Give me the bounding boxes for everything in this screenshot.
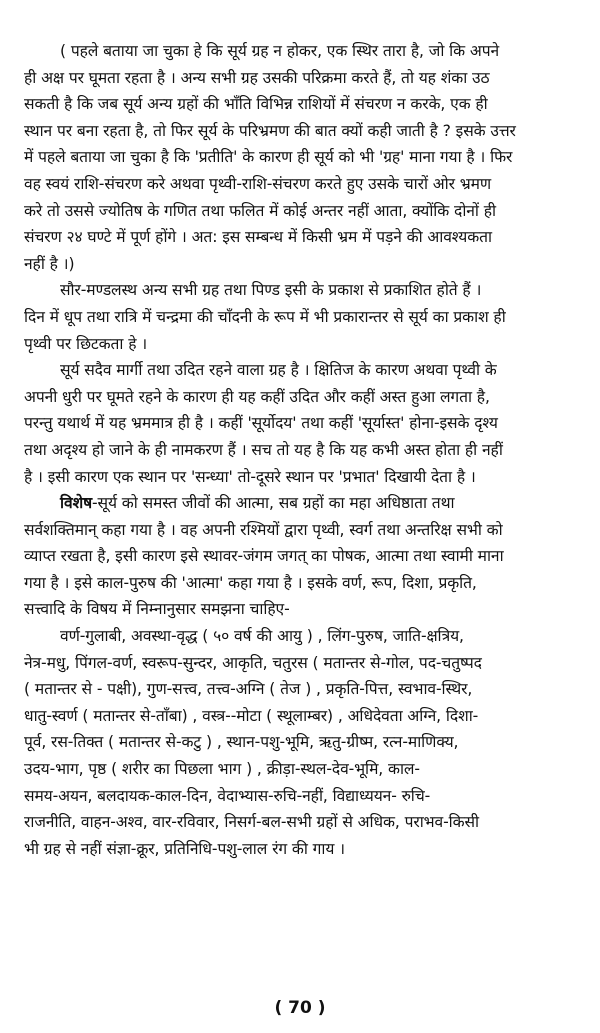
text-line: संचरण २४ घण्टे में पूर्ण होंगे । अत: इस सम्बन्ध में किसी भ्रम में पड़ने की आवश्यकता (24, 228, 492, 247)
text-line: सकती है कि जब सूर्य अन्य ग्रहों की भाँति विभिन्न राशियों में संचरण न करके, एक ही (24, 95, 488, 114)
text-line: परन्तु यथार्थ में यह भ्रममात्र ही है । कहीं 'सूर्योदय' तथा कहीं 'सूर्यास्त' होना-इसके दृश्य (24, 414, 498, 433)
text-line: गया है । इसे काल-पुरुष की 'आत्मा' कहा गया है । इसके वर्ण, रूप, दिशा, प्रकृति, (24, 573, 477, 592)
text-line: अपनी धुरी पर घूमते रहने के कारण ही यह कहीं उदित और कहीं अस्त हुआ लगता है, (24, 387, 490, 406)
text-line: सर्वशक्तिमान् कहा गया है । वह अपनी रश्मियों द्वारा पृथ्वी, स्वर्ग तथा अन्तरिक्ष सभी को (24, 520, 503, 539)
text-line: व्याप्त रखता है, इसी कारण इसे स्थावर-जंगम जगत् का पोषक, आत्मा तथा स्वामी माना (24, 547, 504, 566)
text-line: भी ग्रह से नहीं संज्ञा-क्रूर, प्रतिनिधि-पशु-लाल रंग की गाय । (24, 839, 345, 858)
text-line: दिन में धूप तथा रात्रि में चन्द्रमा की चाँदनी के रूप में भी प्रकारान्तर से सूर्य का प्रकाश ही (24, 307, 506, 326)
text-line: सौर-मण्डलस्थ अन्य सभी ग्रह तथा पिण्ड इसी के प्रकाश से प्रकाशित होते हैं । (60, 281, 482, 300)
body-text (24, 38, 596, 862)
text-line: वह स्वयं राशि-संचरण करे अथवा पृथ्वी-राशि-संचरण करते हुए उसके चारों ओर भ्रमण (24, 174, 492, 193)
text-line: नहीं है ।) (24, 254, 75, 273)
text-line: स्थान पर बना रहता है, तो फिर सूर्य के परिभ्रमण की बात क्यों कही जाती है ? इसके उत्तर (24, 121, 516, 140)
text-line: करे तो उससे ज्योतिष के गणित तथा फलित में कोई अन्तर नहीं आता, क्योंकि दोनों ही (24, 201, 496, 220)
text-line: समय-अयन, बलदायक-काल-दिन, वेदाभ्यास-रुचि-नहीं, विद्याध्ययन- रुचि- (24, 786, 431, 805)
text-line: पूर्व, रस-तिक्त ( मतान्तर से-कटु ) , स्थान-पशु-भूमि, ऋतु-ग्रीष्म, रत्न-माणिक्य, (24, 733, 459, 752)
text-line: वर्ण-गुलाबी, अवस्था-वृद्ध ( ५० वर्ष की आयु ) , लिंग-पुरुष, जाति-क्षत्रिय, (60, 627, 464, 646)
special-heading: विशेष (60, 494, 93, 513)
text-line: तथा अदृश्य हो जाने के ही नामकरण हैं । सच तो यह है कि यह कभी अस्त होता ही नहीं (24, 440, 503, 459)
text-run: -सूर्य को समस्त जीवों की आत्मा, सब ग्रहों का महा अधिष्ठाता तथा (92, 494, 455, 513)
text-line (24, 490, 596, 517)
text-line: उदय-भाग, पृष्ठ ( शरीर का पिछला भाग ) , क्रीड़ा-स्थल-देव-भूमि, काल- (24, 760, 420, 779)
text-line: सूर्य सदैव मार्गी तथा उदित रहने वाला ग्रह है । क्षितिज के कारण अथवा पृथ्वी के (60, 361, 497, 380)
paragraph-special-note (24, 490, 596, 623)
text-line: में पहले बताया जा चुका है कि 'प्रतीति' के कारण ही सूर्य को भी 'ग्रह' माना गया है । फिर (24, 148, 513, 167)
page-number: ( 70 ) (274, 998, 326, 1018)
text-line: सत्त्वादि के विषय में निम्नानुसार समझना चाहिए- (24, 600, 290, 619)
paragraph-sunrise-sunset (24, 357, 596, 490)
paragraph-sun-attributes (24, 623, 596, 862)
text-line: राजनीति, वाहन-अश्व, वार-रविवार, निसर्ग-बल-सभी ग्रहों से अधिक, पराभव-किसी (24, 813, 479, 832)
text-line: ही अक्ष पर घूमता रहता है । अन्य सभी ग्रह उसकी परिक्रमा करते हैं, तो यह शंका उठ (24, 68, 490, 87)
text-line: ( मतान्तर से - पक्षी), गुण-सत्त्व, तत्त्व-अग्नि ( तेज ) , प्रकृति-पित्त, स्वभाव-स्थिर, (24, 680, 473, 699)
text-line: नेत्र-मधु, पिंगल-वर्ण, स्वरूप-सुन्दर, आकृति, चतुरस ( मतान्तर से-गोल, पद-चतुष्पद (24, 653, 482, 672)
text-line: ( पहले बताया जा चुका हे कि सूर्य ग्रह न होकर, एक स्थिर तारा है, जो कि अपने (60, 42, 500, 60)
text-line: पृथ्वी पर छिटकता हे । (24, 334, 148, 353)
paragraph-sun-as-star (24, 38, 596, 277)
text-line: है । इसी कारण एक स्थान पर 'सन्ध्या' तो-दूसरे स्थान पर 'प्रभात' दिखायी देता है । (24, 467, 476, 486)
text-line: धातु-स्वर्ण ( मतान्तर से-ताँबा) , वस्त्र--मोटा ( स्थूलाम्बर) , अधिदेवता अग्नि, दिशा- (24, 706, 479, 725)
paragraph-solar-system-light (24, 277, 596, 357)
